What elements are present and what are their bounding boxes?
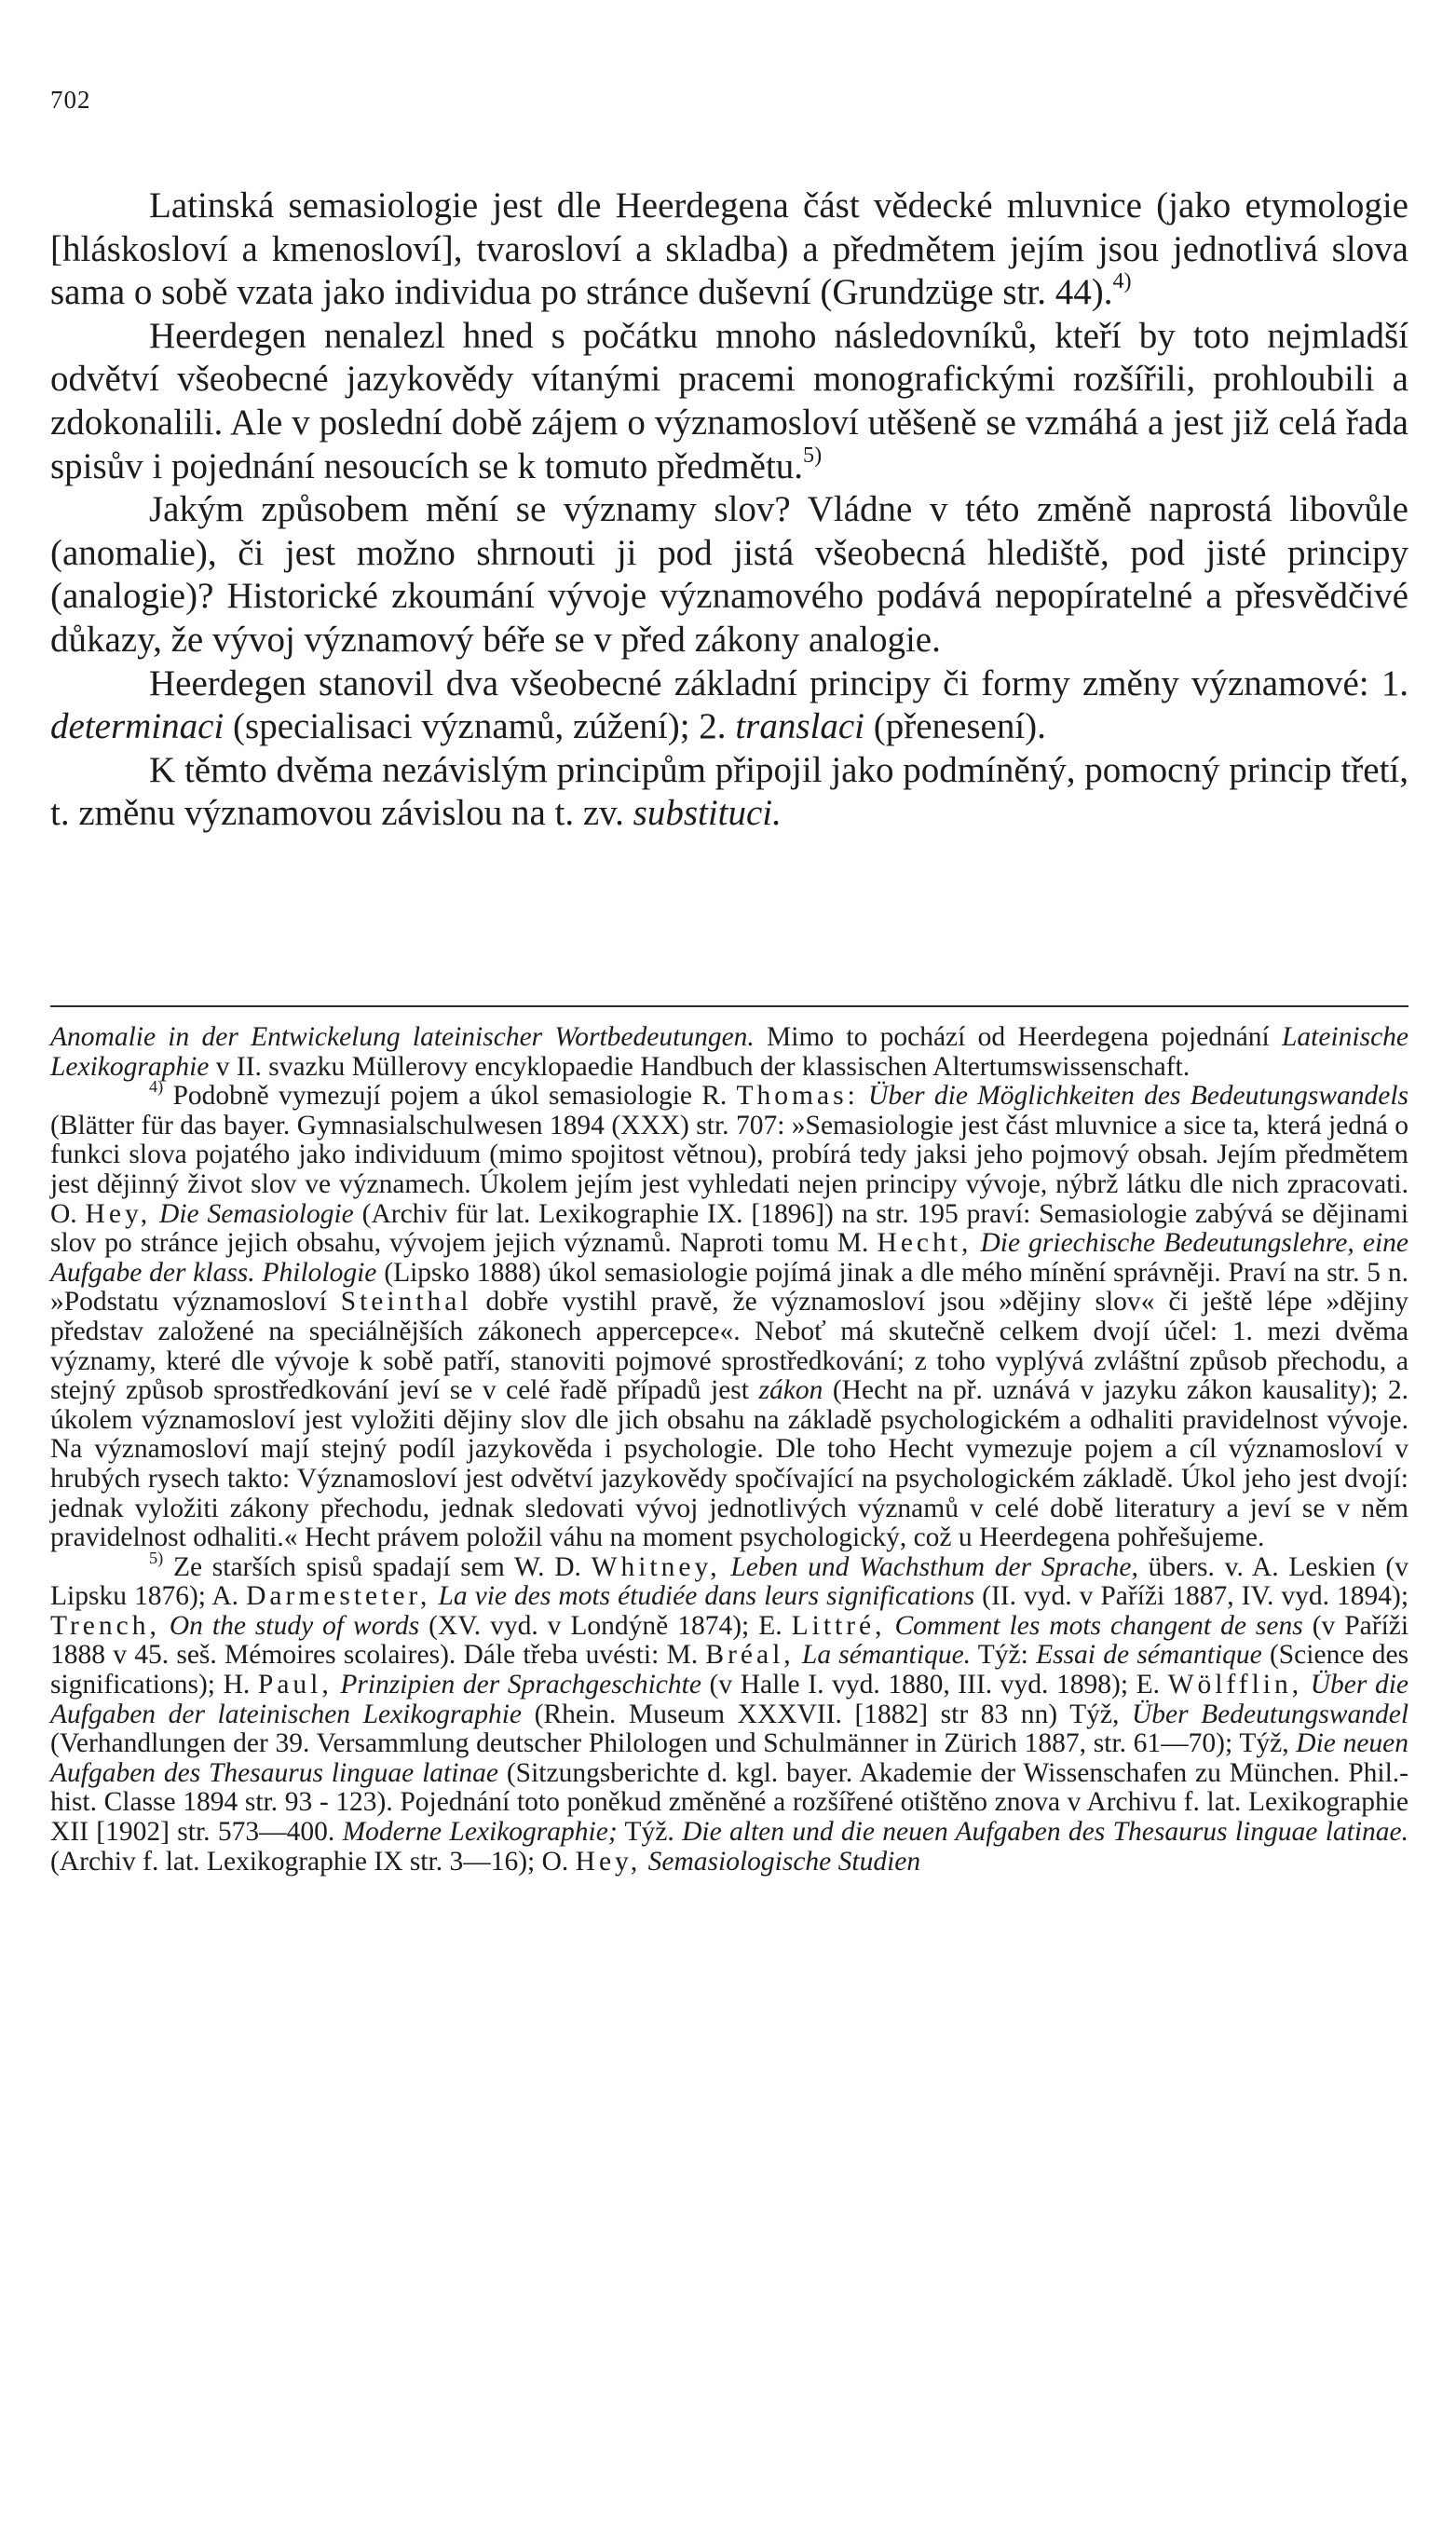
footnote-5: $^{5)}$ Ze starších spisů spadají sem W. D. Whitney, Leben und Wachsthum der Sprache, übers. v. A. Leskien (v Lipsku 1876); A. Darmesteter, La vie des mots étudiée dans leurs significations (II. vyd. v Paříži 1887, IV. vyd. 1894); Trench, On the study of words (XV. vyd. v Londýně 1874); E. Littré, Comment les mots changent de sens (v Paříži 1888 v 45. seš. Mémoires scolaires). Dále třeba uvésti: M. Bréal, La sémantique. Týž: Essai de sémantique (Science des significations); H. Paul, Prinzipien der Sprachgeschichte (v Halle I. vyd. 1880, III. vyd. 1898); E. Wölfflin, Über die Aufgaben der lateinischen Lexikographie (Rhein. Museum XXXVII. [1882] str 83 nn) Týž, Über Bedeutungswandel (Verhandlungen der 39. Versammlung deutscher Philologen und Schulmänner in Zürich 1887, str. 61—70); Týž, Die neuen Aufgaben des Thesaurus linguae latinae (Sitzungsberichte d. kgl. bayer. Akademie der Wissenschafen zu München. Phil.-hist. Classe 1894 str. 93 - 123). Pojednání toto poněkud změněné a rozšířené otištěno znova v Archivu f. lat. Lexikographie XII [1902] str. 573—400. Moderne Lexikographie; Týž. Die alten und die neuen Aufgaben des Thesaurus linguae latinae. (Archiv f. lat. Lexikographie IX str. 3—16); O. Hey, Semasiologische Studien: [50, 1548, 1409, 1877]
paragraph-2: Heerdegen nenalezl hned s počátku mnoho následovníků, kteří by toto nejmladší odvětví všeobecné jazykovědy vítanými pracemi monografickými rozšířili, prohloubili a zdokonalili. Ale v poslední době zájem o významosloví utěšeně se vzmáhá a jest již celá řada spisův i pojednání nesoucích se k tomuto předmětu.$^{5)}$: [50, 315, 1408, 486]
footnote-divider: [50, 1005, 1408, 1007]
paragraph-1: Latinská semasiologie jest dle Heerdegena část vědecké mluvnice (jako etymologie [hláskosloví a kmenosloví], tvarosloví a skladba) a předmětem jejím jsou jednotlivá slova sama o sobě vzata jako individua po stránce duševní (Grundzüge str. 44).$^{4)}$: [50, 185, 1408, 313]
paragraph-3: Jakým způsobem mění se významy slov? Vládne v této změně naprostá libovůle (anomalie), či jest možno shrnouti ji pod jistá všeobecná hlediště, pod jisté principy (analogie)? Historické zkoumání vývoje významového podává nepopíratelné a přesvědčivé důkazy, že vývoj významový béře se v před zákony analogie.: [50, 489, 1408, 660]
footnote-4: $^{4)}$ Podobně vymezují pojem a úkol semasiologie R. Thomas: Über die Möglichkeiten des Bedeutungswandels (Blätter für das bayer. Gymnasialschulwesen 1894 (XXX) str. 707: »Semasiologie jest část mluvnice a sice ta, která jedná o funkci slova pojatého jako individuum (mimo spojitost větnou), probírá tedy jaksi jeho pojmový obsah. Jejím předmětem jest dějinný život slov ve významech. Úkolem jejím jest vyhledati nejen principy vývoje, nýbrž látku dle nich zpracovati. O. Hey, Die Semasiologie (Archiv für lat. Lexikographie IX. [1896]) na str. 195 praví: Semasiologie zabývá se dějinami slov po stránce jejich obsahu, vývojem jejich významů. Naproti tomu M. Hecht, Die griechische Bedeutungslehre, eine Aufgabe der klass. Philologie (Lipsko 1888) úkol semasiologie pojímá jinak a dle mého mínění správněji. Praví na str. 5 n. »Podstatu významosloví Steinthal dobře vystihl pravě, že významosloví jsou »dějiny slov« či ještě lépe »dějiny představ založené na speciálnějších zákonech appercepce«. Neboť má skutečně celkem dvojí účel: 1. mezi dvěma významy, které dle vývoje k sobě patří, stanoviti pojmové sprostředkování; z toho vyplývá zvláštní způsob přechodu, a stejný způsob sprostředkování jeví se v celé řadě případů jest zákon (Hecht na př. uznává v jazyku zákon kausality); 2. úkolem významosloví jest vyložiti dějiny slov dle jich obsahu na základě psychologickém a odhaliti pravidelnost vývoje. Na významosloví mají stejný podíl jazykověda i psychologie. Dle toho Hecht vymezuje pojem a cíl významosloví v hrubých rysech takto: Významosloví jest odvětví jazykovědy spočívající na psychologickém základě. Úkol jeho jest dvojí: jednak vyložiti zákony přechodu, jednak sledovati vývoj jednotlivých významů v celé době literatury a jeví se v něm pravidelnost odhaliti.« Hecht právem položil váhu na moment psychologický, což u Heerdegena pohřešujeme.: [50, 1077, 1409, 1553]
footnote-ref-4[interactable]: 4): [1112, 268, 1132, 294]
footnote-ref-5[interactable]: 5): [803, 442, 823, 468]
paragraph-5: K těmto dvěma nezávislým principům připojil jako podmíněný, pomocný princip třetí, t. změnu významovou závislou na t. zv. substituci.: [50, 749, 1408, 834]
footnote-continuation: Anomalie in der Entwickelung lateinischer Wortbedeutungen. Mimo to pochází od Heerdegena pojednání Lateinische Lexikographie v II. svazku Müllerovy encyklopaedie Handbuch der klassischen Altertumswissenschaft.: [50, 1022, 1409, 1082]
main-text: [50, 184, 1408, 836]
page-number: 702: [50, 86, 91, 114]
footnotes: [50, 1023, 1408, 1877]
paragraph-4: Heerdegen stanovil dva všeobecné základní principy či formy změny významové: 1. determinaci (specialisaci významů, zúžení); 2. translaci (přenesení).: [50, 662, 1408, 747]
